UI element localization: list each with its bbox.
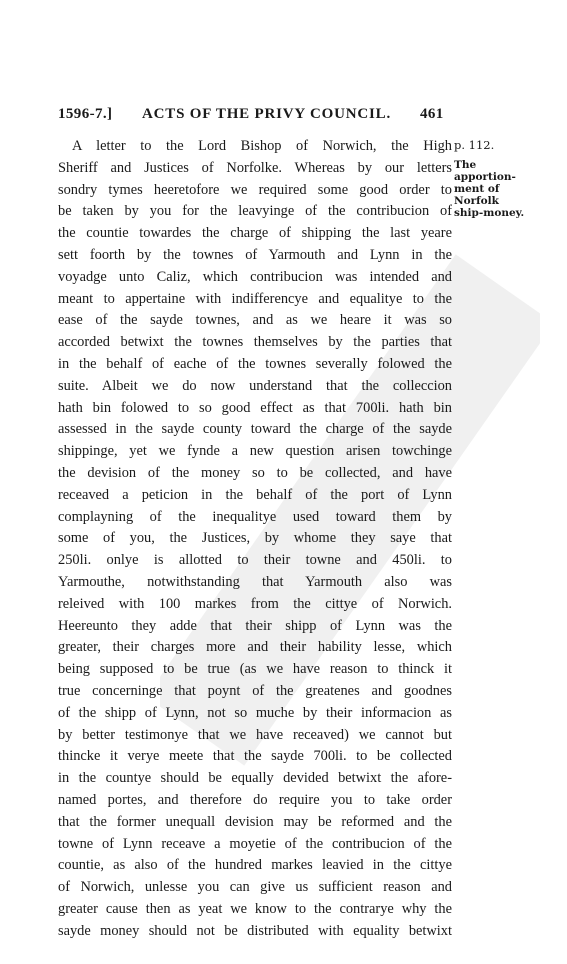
- text-line: the countie towardes the charge of shipping the last yeare: [58, 225, 452, 242]
- text-line: some of you, the Justices, by whome they saye that: [58, 530, 452, 547]
- text-line: the devision of the money so to be collected, and have: [58, 464, 452, 481]
- text-line: accorded betwixt the townes themselves by the parties that: [58, 334, 452, 351]
- margin-page-ref: p. 112.: [454, 138, 495, 152]
- text-line: voyadge unto Caliz, which contribucion was intended and: [58, 268, 452, 285]
- text-line: thincke it verye meete that the sayde 700li. to be collected: [58, 748, 452, 765]
- margin-note-line: apportion-: [454, 171, 516, 183]
- text-line: sondry tymes heeretofore we required some good order to: [58, 181, 452, 198]
- margin-note-line: Norfolk: [454, 195, 499, 207]
- text-line: Sheriff and Justices of Norfolke. Whereas by our letters: [58, 159, 452, 176]
- text-line: complayning of the inequalitye used toward them by: [58, 508, 452, 525]
- text-line: of the shipp of Lynn, not so muche by their informacion as: [58, 704, 452, 721]
- text-line: hath bin folowed to so good effect as that 700li. hath bin: [58, 399, 452, 416]
- text-line: A letter to the Lord Bishop of Norwich, the High: [72, 138, 452, 154]
- text-line: greater, their charges more and their hability lesse, which: [58, 639, 452, 656]
- margin-note-line: ment of: [454, 183, 500, 195]
- text-line: releived with 100 markes from the cittye of Norwich.: [58, 595, 452, 612]
- margin-note-line: The: [454, 159, 477, 171]
- text-line: 250li. onlye is allotted to their towne and 450li. to: [58, 552, 452, 569]
- margin-note-line: ship-money.: [454, 207, 525, 219]
- running-header: [58, 106, 458, 128]
- text-line: suite. Albeit we do now understand that the colleccion: [58, 377, 452, 394]
- text-line: countie, as also of the hundred markes leavied in the cittye: [58, 857, 452, 874]
- text-line: of Norwich, unlesse you can give us sufficient reason and: [58, 879, 452, 896]
- text-line: named portes, and therefore do require you to take order: [58, 791, 452, 808]
- text-line: Yarmouthe, notwithstanding that Yarmouth also was: [58, 573, 452, 590]
- header-title: ACTS OF THE PRIVY COUNCIL.: [142, 106, 392, 122]
- text-line: be taken by you for the leavyinge of the contribucion of: [58, 203, 452, 220]
- margin-note: [454, 139, 564, 219]
- text-line: Heereunto they adde that their shipp of Lynn was the: [58, 617, 452, 634]
- text-line: greater cause then as yeat we know to the contrarye why the: [58, 900, 452, 917]
- text-line: in the behalf of eache of the townes severally folowed the: [58, 355, 452, 372]
- text-line: that the former unequall devision may be reformed and the: [58, 813, 452, 830]
- text-line: towne of Lynn receave a moyetie of the contribucion of the: [58, 835, 452, 852]
- text-line: ease of the sayde townes, and as we heare it was so: [58, 312, 452, 329]
- text-line: meant to appertaine with indifferencye and equalitye to the: [58, 290, 452, 307]
- text-line: receaved a peticion in the behalf of the port of Lynn: [58, 486, 452, 503]
- text-line: sett foorth by the townes of Yarmouth and Lynn in the: [58, 246, 452, 263]
- text-line: by better testimonye that we have receaved) we cannot but: [58, 726, 452, 743]
- letter-text: [58, 136, 452, 942]
- text-line: assessed in the sayde county toward the charge of the sayde: [58, 421, 452, 438]
- header-year: 1596-7.]: [58, 106, 113, 122]
- text-line: shippinge, yet we fynde a new question arisen towchinge: [58, 443, 452, 460]
- text-line: in the countye should be equally devided betwixt the afore-: [58, 770, 452, 787]
- page-number: 461: [420, 106, 444, 122]
- text-line: sayde money should not be distributed with equality betwixt: [58, 922, 452, 939]
- text-line: true concerninge that poynt of the greatenes and goodnes: [58, 682, 452, 699]
- text-line: being supposed to be true (as we have reason to thinck it: [58, 661, 452, 678]
